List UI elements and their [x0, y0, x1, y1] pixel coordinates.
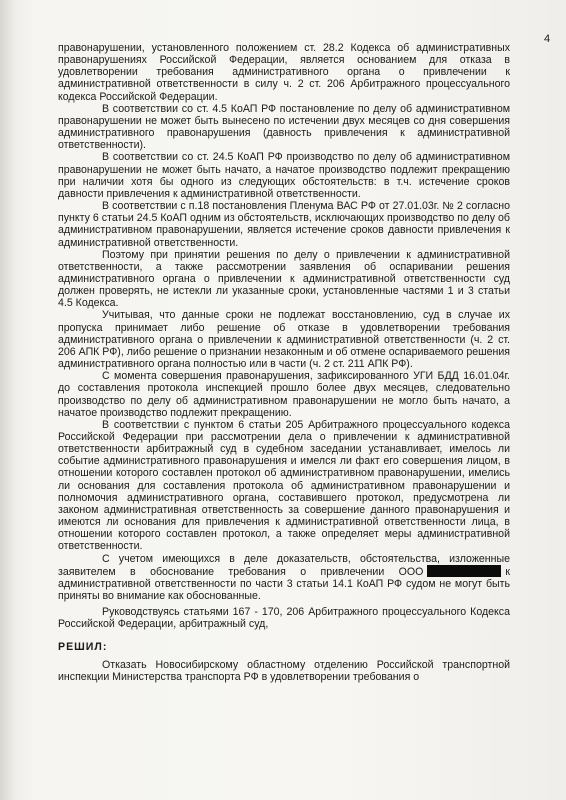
paragraph-3: В соответствии со ст. 24.5 КоАП РФ производство по делу об административном правонарушении не может быть начато, а начатое производство подлежит прекращению при наличии хотя бы одного из следующих обстоятельств: в т.ч. истечение сроков давности привлечения к административной ответственности.: [58, 151, 510, 200]
paragraph-9-start: С учетом имеющихся в деле доказательств, обстоятельства, изложенные заявителем в обоснование требования о привлечении ООО: [58, 552, 510, 578]
page-number: 4: [544, 33, 551, 45]
paragraph-8: В соответствии с пунктом 6 статьи 205 Арбитражного процессуального кодекса Российской Федерации при рассмотрении дела о привлечении к административной ответственности арбитражный суд в судебном заседании устанавливает, имелось ли событие административного правонарушения и имелся ли факт его совершения лицом, в отношении которого составлен протокол об административном правонарушении, имелись ли основания для составления протокола об административном правонарушении и полномочия административного органа, составившего протокол, предусмотрена ли законом административная ответственность за совершение данного правонарушения и имеются ли основания для привлечения к административной ответственности лица, в отношении которого составлен протокол, а также определяет меры административной ответственности.: [58, 418, 510, 553]
paragraph-5: Поэтому при принятии решения по делу о привлечении к административной ответственности, а также рассмотрении заявления об оспаривании решения административного органа о привлечении к административной ответственности суд должен проверять, не истекли ли указанные сроки, установленные частями 1 и 3 статьи 4.5 Кодекса.: [58, 248, 510, 310]
paragraph-6: Учитывая, что данные сроки не подлежат восстановлению, суд в случае их пропуска принимает либо решение об отказе в удовлетворении требования административного органа о привлечении к административной ответственности (ч. 2 ст. 206 АПК РФ), либо решение о признании незаконным и об отмене оспариваемого решения административного органа полностью или в части (ч. 2 ст. 211 АПК РФ).: [58, 309, 510, 371]
paragraph-1: правонарушении, установленного положением ст. 28.2 Кодекса об административных правонарушениях Российской Федерации, является основанием для отказа в удовлетворении требования административного органа о привлечении к административной ответственности в силу ч. 2 ст. 206 Арбитражного процессуального кодекса Российской Федерации.: [58, 42, 510, 103]
paragraph-9-end: к административной ответственности по части 3 статьи 14.1 КоАП РФ судом не могут быть приняты во внимание как обоснованные.: [58, 565, 510, 603]
page-edge-shadow: [0, 0, 14, 800]
paragraph-7: С момента совершения правонарушения, зафиксированного УГИ БДД 16.01.04г. до составления протокола инспекцией прошло более двух месяцев, следовательно производство по делу об административном правонарушении не могло быть начато, а начатое производство подлежит прекращению.: [58, 370, 510, 419]
paragraph-9: [58, 553, 510, 603]
paragraph-10: Руководствуясь статьями 167 - 170, 206 Арбитражного процессуального Кодекса Российской Федерации, арбитражный суд,: [58, 606, 510, 631]
paragraph-2: В соответствии со ст. 4.5 КоАП РФ постановление по делу об административном правонарушении не может быть вынесено по истечении двух месяцев со дня совершения административного правонарушения (давность привлечения к административной ответственности).: [58, 102, 510, 152]
document-body: [58, 42, 510, 683]
paragraph-11: Отказать Новосибирскому областному отделению Российской транспортной инспекции Министерства транспорта РФ в удовлетворении требования о: [58, 658, 510, 683]
paragraph-4: В соответствии с п.18 постановления Пленума ВАС РФ от 27.01.03г. № 2 согласно пункту 6 статьи 24.5 КоАП одним из обстоятельств, исключающих производство по делу об административном правонарушении, является истечение сроков давности привлечения к административной ответственности.: [58, 200, 510, 249]
decision-heading: РЕШИЛ:: [58, 640, 108, 653]
redaction-box: [427, 565, 501, 577]
